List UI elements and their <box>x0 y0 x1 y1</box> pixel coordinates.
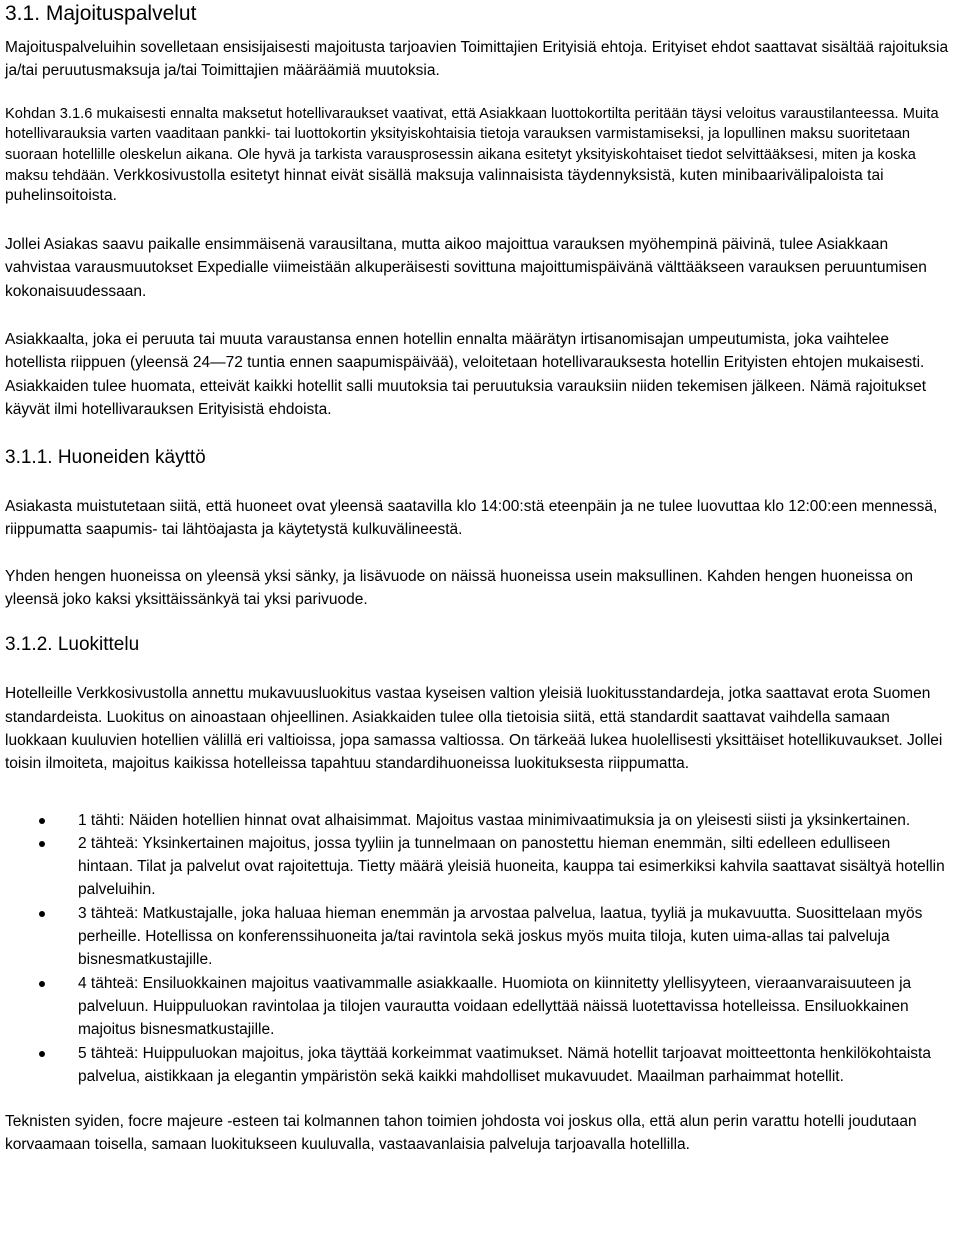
room-availability-paragraph: Asiakasta muistutetaan siitä, että huoneet ovat yleensä saatavilla klo 14:00:stä eteenpäin ja ne tulee luovuttaa klo 12:00:een mennessä, riippumatta saapumis- tai lähtöajasta ja käytetystä kulkuvälineestä. <box>5 498 938 539</box>
section-title: 3.1. Majoituspalvelut <box>5 2 197 25</box>
cancellation-paragraph: Asiakkaalta, joka ei peruuta tai muuta varaustansa ennen hotellin ennalta määrätyn irtisanomisajan umpeutumista, joka vaihtelee hotellista riippuen (yleensä 24—72 tuntia ennen saapumispäivää), veloitetaan hotellivarauksesta hotellin Erityisten ehtojen mukaisesti. Asiakkaiden tulee huomata, etteivät kaikki hotellit salli muutoksia tai peruutuksia varauksiin niiden tekemisen jälkeen. Nämä rajoitukset käyvät ilmi hotellivarauksen Erityisistä ehdoista. <box>5 331 927 418</box>
bullet-icon <box>39 981 45 987</box>
star-rating-text: 4 tähteä: Ensiluokkainen majoitus vaativammalle asiakkaalle. Huomiota on kiinnitetty ylellisyyteen, vieraanvaraisuuteen ja palveluun. Huippuluokan ravintolaa ja tilojen vaurautta voidaan edellyttää näissä luotettavissa hotelleissa. Ensiluokkainen majoitus bisnesmatkustajille. <box>78 974 912 1039</box>
no-show-paragraph: Jollei Asiakas saavu paikalle ensimmäisenä varausiltana, mutta aikoo majoittua varauksen myöhempinä päivinä, tulee Asiakkaan vahvistaa varausmuutokset Expedialle viimeistään alkuperäisesti sovittuna majoittumispäivänä välttääkseen varauksen peruuntumisen kokonaisuudessaan. <box>5 236 927 300</box>
bullet-icon <box>39 911 45 917</box>
list-item <box>5 1042 953 1089</box>
list-item <box>5 902 953 972</box>
payment-text-b: Verkkosivustolla esitetyt hinnat eivät sisällä maksuja valinnaisista täydennyksistä, kuten minibaarivälipaloista tai puhelinsoitoista. <box>5 166 884 205</box>
star-rating-text: 1 tähti: Näiden hotellien hinnat ovat alhaisimmat. Majoitus vastaa minimivaatimuksia ja on yleisesti siisti ja yksinkertainen. <box>78 811 911 829</box>
classification-title: 3.1.2. Luokittelu <box>5 634 140 656</box>
star-rating-text: 3 tähteä: Matkustajalle, joka haluaa hieman enemmän ja arvostaa palvelua, laatua, tyyliä ja mukavuutta. Suosittelaan myös perheille. Hotellissa on konferenssihuoneita ja/tai ravintola sekä joskus myös muita tiloja, kuten uima-allas tai palveluja bisnesmatkustajille. <box>78 904 923 969</box>
list-item <box>5 972 953 1042</box>
bullet-icon <box>39 818 45 824</box>
classification-intro-paragraph: Hotelleille Verkkosivustolla annettu mukavuusluokitus vastaa kyseisen valtion yleisiä luokitusstandardeja, jotka saattavat erota Suomen standardeista. Luokitus on ainoastaan ohjeellinen. Asiakkaiden tulee olla tietoisia siitä, että standardit saattavat vaihdella samaan luokkaan kuuluvien hotellien välillä eri valtioissa, jopa samassa valtiossa. On tärkeää lukea huolellisesti yksittäiset hotellikuvaukset. Jollei toisin ilmoiteta, majoitus kaikissa hotelleissa tapahtuu standardihuoneissa luokituksesta riippumatta. <box>5 685 943 773</box>
payment-text-a: Kohdan 3.1.6 mukaisesti ennalta maksetut hotellivaraukset vaativat, että Asiakkaan luottokortilta peritään täysi veloitus varaustilanteessa. Muita hotellivarauksia varten vaaditaan pankki- tai luottokortin yksityiskohtaisia tietoja varauksen varmistamiseksi, ja lopullinen maksu suoritetaan suoraan hotellille oleskelun aikana. Ole hyvä ja tarkista varausprosessin aikana esitetyt yksityiskohtaiset tiedot selvittääksesi, miten ja koska maksu tehdään. <box>5 105 939 184</box>
room-use-title: 3.1.1. Huoneiden käyttö <box>5 447 206 469</box>
document-page <box>5 0 953 1157</box>
list-item <box>5 809 953 832</box>
star-rating-text: 5 tähteä: Huippuluokan majoitus, joka täyttää korkeimmat vaatimukset. Nämä hotellit tarjoavat moitteettonta henkilökohtaista palvelua, aistikkaan ja elegantin ympäristön sekä kaikki mahdolliset mukavuudet. Maailman parhaimmat hotellit. <box>78 1044 931 1085</box>
star-rating-list <box>5 809 953 1089</box>
closing-paragraph: Teknisten syiden, focre majeure -esteen tai kolmannen tahon toimien johdosta voi joskus olla, että alun perin varattu hotelli joudutaan korvaamaan toisella, samaan luokitukseen kuuluvalla, vastaavanlaisia palveluja tarjoavalla hotellilla. <box>5 1113 917 1154</box>
bullet-icon <box>39 1051 45 1057</box>
bullet-icon <box>39 841 45 847</box>
star-rating-text: 2 tähteä: Yksinkertainen majoitus, jossa tyyliin ja tunnelmaan on panostettu hieman enemmän, silti edelleen edulliseen hintaan. Tilat ja palvelut ovat rajoitettuja. Tietty määrä yleisiä huoneita, kauppa tai esimerkiksi kahvila saattavat sisältyä hotellin palveluihin. <box>78 834 945 899</box>
payment-paragraph <box>5 104 953 208</box>
room-beds-paragraph: Yhden hengen huoneissa on yleensä yksi sänky, ja lisävuode on näissä huoneissa usein maksullinen. Kahden hengen huoneissa on yleensä joko kaksi yksittäissänkyä tai yksi parivuode. <box>5 567 913 609</box>
list-item <box>5 832 953 902</box>
intro-paragraph: Majoituspalveluihin sovelletaan ensisijaisesti majoitusta tarjoavien Toimittajien Erityisiä ehtoja. Erityiset ehdot saattavat sisältää rajoituksia ja/tai peruutusmaksuja ja/tai Toimittajien määräämiä muutoksia. <box>5 39 949 80</box>
